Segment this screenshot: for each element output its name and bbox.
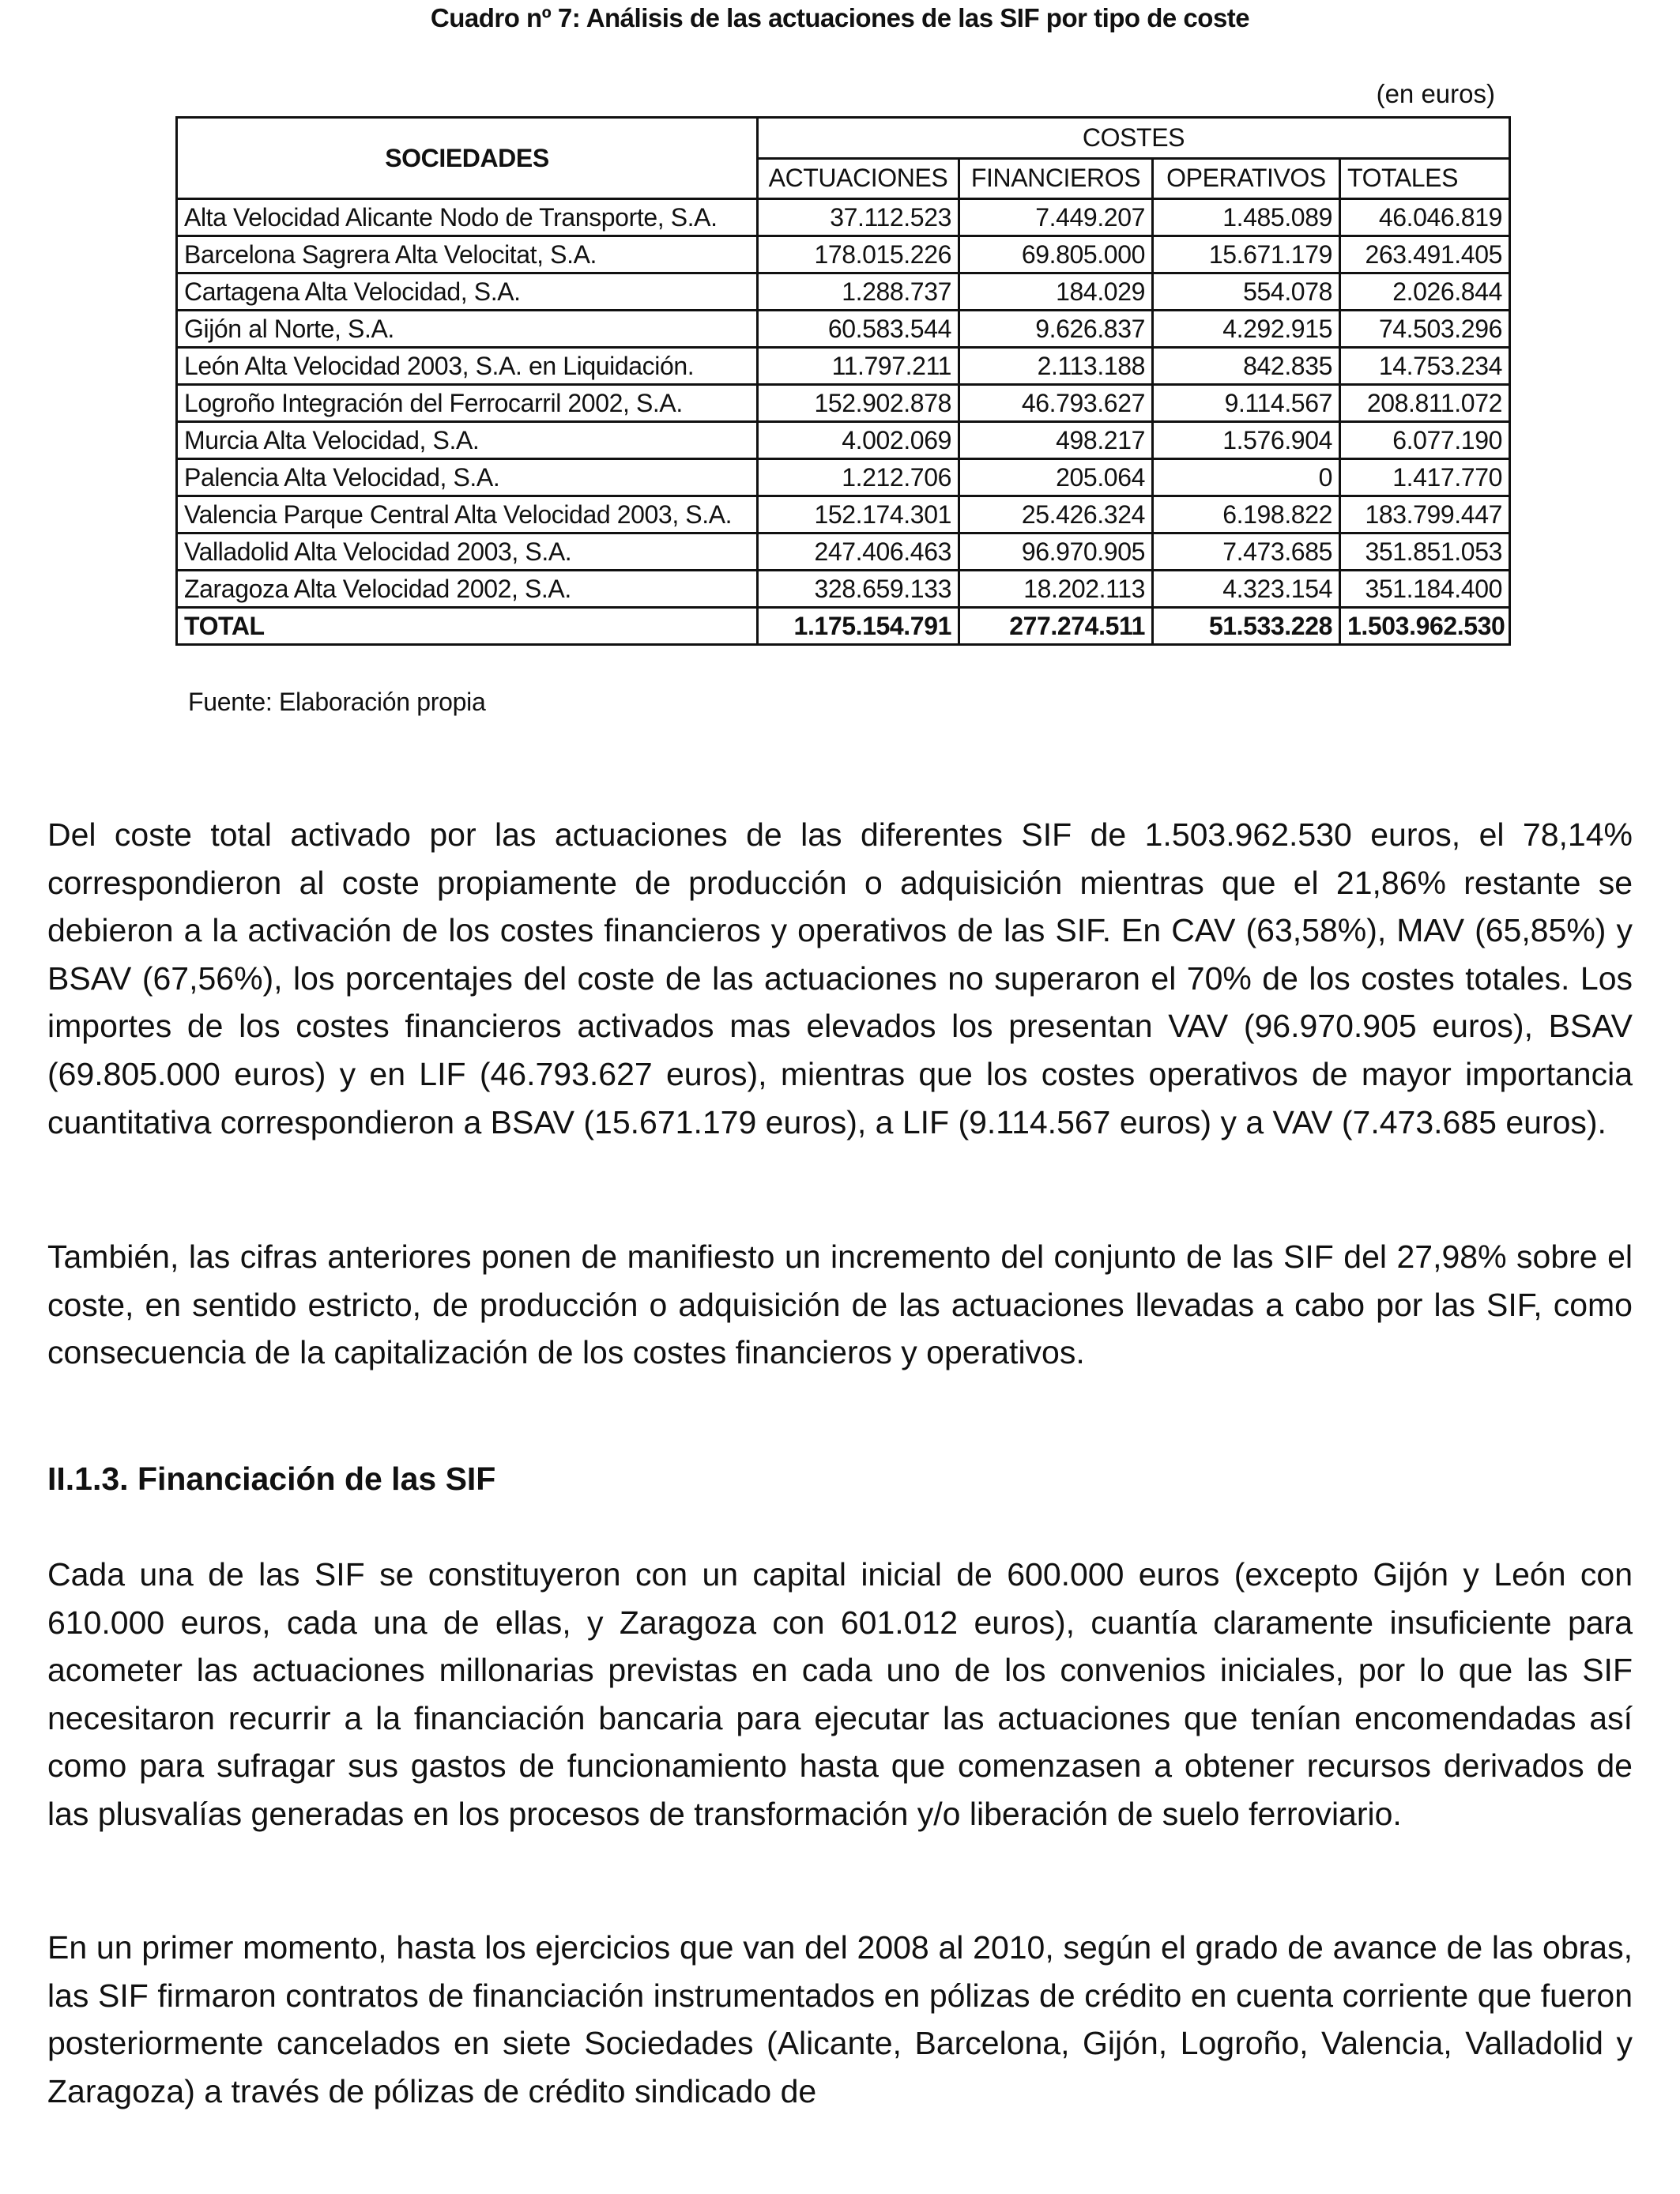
row-name: Valladolid Alta Velocidad 2003, S.A. bbox=[177, 533, 758, 571]
row-name: Alta Velocidad Alicante Nodo de Transporte, S.A. bbox=[177, 199, 758, 236]
cell-financieros: 498.217 bbox=[959, 422, 1153, 459]
cell-totales: 263.491.405 bbox=[1340, 236, 1510, 273]
cell-actuaciones: 152.174.301 bbox=[758, 496, 959, 533]
total-totales: 1.503.962.530 bbox=[1340, 608, 1510, 645]
cell-financieros: 18.202.113 bbox=[959, 571, 1153, 608]
cell-totales: 2.026.844 bbox=[1340, 273, 1510, 311]
row-name: Valencia Parque Central Alta Velocidad 2003, S.A. bbox=[177, 496, 758, 533]
total-label: TOTAL bbox=[177, 608, 758, 645]
unit-note: (en euros) bbox=[1376, 79, 1495, 108]
total-operativos: 51.533.228 bbox=[1153, 608, 1340, 645]
cell-actuaciones: 60.583.544 bbox=[758, 311, 959, 348]
cell-actuaciones: 11.797.211 bbox=[758, 348, 959, 385]
cell-totales: 1.417.770 bbox=[1340, 459, 1510, 496]
table-total-row bbox=[177, 608, 1510, 645]
table-row bbox=[177, 348, 1510, 385]
row-name: Gijón al Norte, S.A. bbox=[177, 311, 758, 348]
cell-totales: 351.184.400 bbox=[1340, 571, 1510, 608]
cell-financieros: 9.626.837 bbox=[959, 311, 1153, 348]
paragraph-increase: También, las cifras anteriores ponen de manifiesto un incremento del conjunto de las SIF del 27,98% sobre el coste, en sentido estricto, de producción o adquisición de las actuaciones llevadas a cabo por las SIF, como consecuencia de la capitalización de los costes financieros y operativos. bbox=[47, 1238, 1633, 1371]
table-row bbox=[177, 385, 1510, 422]
cell-financieros: 2.113.188 bbox=[959, 348, 1153, 385]
cell-actuaciones: 1.288.737 bbox=[758, 273, 959, 311]
table-caption: Cuadro nº 7: Análisis de las actuaciones de las SIF por tipo de coste bbox=[430, 3, 1250, 32]
table-row bbox=[177, 496, 1510, 533]
total-financieros: 277.274.511 bbox=[959, 608, 1153, 645]
cell-financieros: 69.805.000 bbox=[959, 236, 1153, 273]
column-header-actuaciones: ACTUACIONES bbox=[758, 158, 959, 199]
cell-actuaciones: 152.902.878 bbox=[758, 385, 959, 422]
table-row bbox=[177, 273, 1510, 311]
cell-actuaciones: 4.002.069 bbox=[758, 422, 959, 459]
row-name: León Alta Velocidad 2003, S.A. en Liquidación. bbox=[177, 348, 758, 385]
cell-operativos: 1.576.904 bbox=[1153, 422, 1340, 459]
cell-operativos: 0 bbox=[1153, 459, 1340, 496]
cell-operativos: 9.114.567 bbox=[1153, 385, 1340, 422]
section-heading: II.1.3. Financiación de las SIF bbox=[47, 1461, 496, 1497]
cell-totales: 6.077.190 bbox=[1340, 422, 1510, 459]
cell-operativos: 7.473.685 bbox=[1153, 533, 1340, 571]
cell-financieros: 96.970.905 bbox=[959, 533, 1153, 571]
paragraph-capital: Cada una de las SIF se constituyeron con un capital inicial de 600.000 euros (excepto Gijón y León con 610.000 euros, cada una de ellas, y Zaragoza con 601.012 euros), cuantía claramente insuficiente para acometer las actuaciones millonarias previstas en cada uno de los convenios iniciales, por lo que las SIF necesitaron recurrir a la financiación bancaria para ejecutar las actuaciones que tenían encomendadas así como para sufragar sus gastos de funcionamiento hasta que comenzasen a obtener recursos derivados de las plusvalías generadas en los procesos de transformación y/o liberación de suelo ferroviario. bbox=[47, 1556, 1633, 1832]
cell-totales: 14.753.234 bbox=[1340, 348, 1510, 385]
cell-operativos: 4.323.154 bbox=[1153, 571, 1340, 608]
column-header-financieros: FINANCIEROS bbox=[959, 158, 1153, 199]
cell-actuaciones: 178.015.226 bbox=[758, 236, 959, 273]
cell-totales: 74.503.296 bbox=[1340, 311, 1510, 348]
total-actuaciones: 1.175.154.791 bbox=[758, 608, 959, 645]
cell-actuaciones: 328.659.133 bbox=[758, 571, 959, 608]
cell-operativos: 842.835 bbox=[1153, 348, 1340, 385]
paragraph-financing: En un primer momento, hasta los ejercicios que van del 2008 al 2010, según el grado de avance de las obras, las SIF firmaron contratos de financiación instrumentados en pólizas de crédito en cuenta corriente que fueron posteriormente cancelados en siete Sociedades (Alicante, Barcelona, Gijón, Logroño, Valencia, Valladolid y Zaragoza) a través de pólizas de crédito sindicado de bbox=[47, 1929, 1633, 2109]
table-row bbox=[177, 236, 1510, 273]
table-row bbox=[177, 533, 1510, 571]
header-costes: COSTES bbox=[758, 118, 1510, 159]
table-source: Fuente: Elaboración propia bbox=[188, 688, 486, 716]
cell-operativos: 15.671.179 bbox=[1153, 236, 1340, 273]
table-row bbox=[177, 311, 1510, 348]
cell-totales: 46.046.819 bbox=[1340, 199, 1510, 236]
cell-financieros: 7.449.207 bbox=[959, 199, 1153, 236]
row-name: Cartagena Alta Velocidad, S.A. bbox=[177, 273, 758, 311]
cell-operativos: 1.485.089 bbox=[1153, 199, 1340, 236]
cell-operativos: 6.198.822 bbox=[1153, 496, 1340, 533]
table-row bbox=[177, 571, 1510, 608]
cell-financieros: 184.029 bbox=[959, 273, 1153, 311]
row-name: Palencia Alta Velocidad, S.A. bbox=[177, 459, 758, 496]
table-row bbox=[177, 199, 1510, 236]
cell-actuaciones: 247.406.463 bbox=[758, 533, 959, 571]
cell-actuaciones: 1.212.706 bbox=[758, 459, 959, 496]
row-name: Logroño Integración del Ferrocarril 2002, S.A. bbox=[177, 385, 758, 422]
costs-table bbox=[175, 116, 1511, 646]
cell-totales: 183.799.447 bbox=[1340, 496, 1510, 533]
table-row bbox=[177, 459, 1510, 496]
cell-financieros: 25.426.324 bbox=[959, 496, 1153, 533]
table-row bbox=[177, 422, 1510, 459]
header-sociedades: SOCIEDADES bbox=[177, 118, 758, 199]
paragraph-cost-analysis: Del coste total activado por las actuaciones de las diferentes SIF de 1.503.962.530 euros, el 78,14% correspondieron al coste propiamente de producción o adquisición mientras que el 21,86% restante se debieron a la activación de los costes financieros y operativos de las SIF. En CAV (63,58%), MAV (65,85%) y BSAV (67,56%), los porcentajes del coste de las actuaciones no superaron el 70% de los costes totales. Los importes de los costes financieros activados mas elevados los presentan VAV (96.970.905 euros), BSAV (69.805.000 euros) y en LIF (46.793.627 euros), mientras que los costes operativos de mayor importancia cuantitativa correspondieron a BSAV (15.671.179 euros), a LIF (9.114.567 euros) y a VAV (7.473.685 euros). bbox=[47, 816, 1633, 1140]
cell-totales: 208.811.072 bbox=[1340, 385, 1510, 422]
cell-operativos: 554.078 bbox=[1153, 273, 1340, 311]
cell-actuaciones: 37.112.523 bbox=[758, 199, 959, 236]
cell-totales: 351.851.053 bbox=[1340, 533, 1510, 571]
row-name: Barcelona Sagrera Alta Velocitat, S.A. bbox=[177, 236, 758, 273]
column-header-totales: TOTALES bbox=[1340, 158, 1510, 199]
cell-financieros: 205.064 bbox=[959, 459, 1153, 496]
column-header-operativos: OPERATIVOS bbox=[1153, 158, 1340, 199]
row-name: Zaragoza Alta Velocidad 2002, S.A. bbox=[177, 571, 758, 608]
cell-financieros: 46.793.627 bbox=[959, 385, 1153, 422]
row-name: Murcia Alta Velocidad, S.A. bbox=[177, 422, 758, 459]
cell-operativos: 4.292.915 bbox=[1153, 311, 1340, 348]
